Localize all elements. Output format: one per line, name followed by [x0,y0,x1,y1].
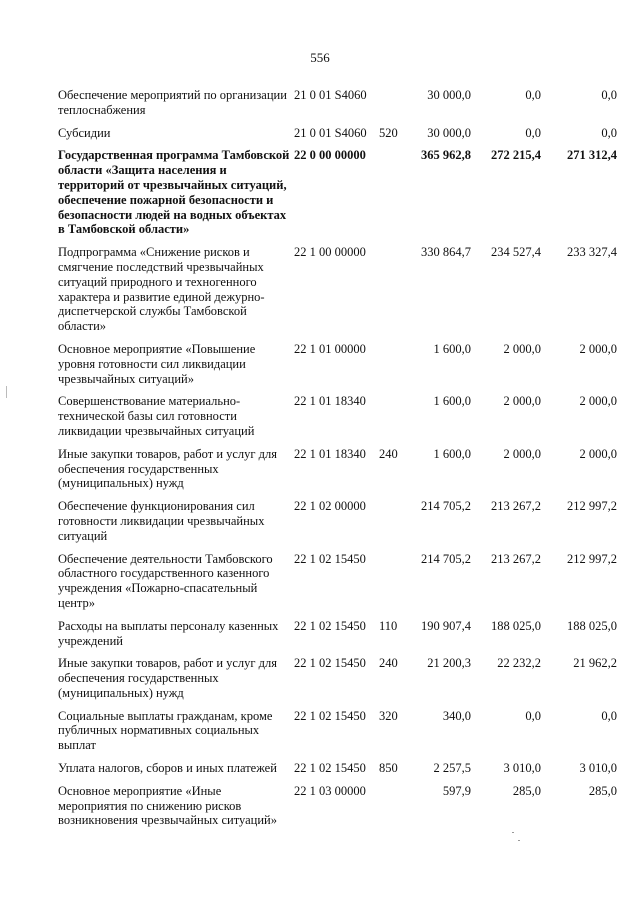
row-value-2: 213 267,2 [491,499,541,514]
table-row [58,761,623,776]
row-value-3: 285,0 [588,783,617,798]
row-code: 22 1 01 00000 [294,341,366,356]
row-code: 22 1 02 15450 [294,761,366,776]
budget-table [58,88,623,836]
row-name: Государственная программа Тамбовской области «Защита населения и территорий от чрезвычайных ситуаций, обеспечение пожарной безопасности и безопасности людей на водных объектах в Тамбовской области» [58,148,290,237]
row-code: 22 1 00 00000 [294,245,366,260]
table-row [58,447,623,491]
table-row [58,784,623,828]
row-value-3: 2 000,0 [579,446,617,461]
row-name: Совершенствование материально-технической базы сил готовности ликвидации чрезвычайных ситуаций [58,394,255,438]
row-code: 22 1 02 15450 [294,656,366,671]
row-value-1: 1 600,0 [433,446,471,461]
row-expense-type: 240 [379,656,398,671]
row-value-2: 22 232,2 [497,656,541,671]
row-value-3: 21 962,2 [573,656,617,671]
row-value-3: 233 327,4 [567,245,617,260]
row-value-3: 2 000,0 [579,341,617,356]
row-code: 22 1 02 15450 [294,618,366,633]
row-value-2: 272 215,4 [491,148,541,163]
row-name: Обеспечение мероприятий по организации теплоснабжения [58,88,287,117]
table-row [58,552,623,611]
row-code: 22 1 02 00000 [294,499,366,514]
row-code: 21 0 01 S4060 [294,125,367,140]
row-value-1: 1 600,0 [433,341,471,356]
row-value-3: 188 025,0 [567,618,617,633]
row-value-2: 188 025,0 [491,618,541,633]
row-value-2: 0,0 [525,88,541,102]
row-value-1: 30 000,0 [427,88,471,102]
row-name: Иные закупки товаров, работ и услуг для обеспечения государственных (муниципальных) нужд [58,446,278,491]
row-code: 22 0 00 00000 [294,148,366,163]
table-row [58,342,623,386]
row-value-3: 0,0 [601,708,617,723]
row-code: 22 1 02 15450 [294,708,366,723]
row-name: Иные закупки товаров, работ и услуг для обеспечения государственных (муниципальных) нужд [58,656,278,700]
row-name: Обеспечение деятельности Тамбовского областного государственного казенного учреждения «Пожарно-спасательный центр» [58,551,273,610]
row-value-1: 190 907,4 [421,618,471,633]
row-name: Основное мероприятие «Иные мероприятия по снижению рисков возникновения чрезвычайных ситуаций» [58,783,277,828]
row-value-2: 0,0 [525,708,541,723]
row-value-3: 0,0 [601,125,617,140]
row-value-3: 0,0 [601,88,617,102]
row-code: 22 1 03 00000 [294,783,366,798]
row-value-1: 30 000,0 [427,125,471,140]
row-value-3: 212 997,2 [567,499,617,514]
scan-mark [6,386,7,398]
row-value-3: 3 010,0 [579,761,617,776]
row-value-1: 340,0 [442,708,471,723]
row-value-3: 2 000,0 [579,394,617,409]
row-expense-type: 320 [379,708,398,723]
row-name: Уплата налогов, сборов и иных платежей [58,761,277,776]
row-value-2: 0,0 [525,125,541,140]
row-value-1: 597,9 [442,783,471,798]
row-name: Обеспечение функционирования сил готовности ликвидации чрезвычайных ситуаций [58,499,265,543]
row-code: 21 0 01 S4060 [294,88,367,102]
table-row [58,126,623,141]
row-value-1: 214 705,2 [421,499,471,514]
row-value-2: 234 527,4 [491,245,541,260]
row-value-2: 285,0 [512,783,541,798]
row-value-2: 3 010,0 [503,761,541,776]
table-row [58,499,623,543]
row-code: 22 1 01 18340 [294,446,366,461]
table-row [58,245,623,334]
row-name: Основное мероприятие «Повышение уровня готовности сил ликвидации чрезвычайных ситуаций» [58,341,256,386]
row-value-1: 365 962,8 [421,148,471,163]
row-value-3: 271 312,4 [567,148,617,163]
row-value-2: 2 000,0 [503,446,541,461]
row-expense-type: 520 [379,125,398,140]
row-expense-type: 240 [379,446,398,461]
row-name: Социальные выплаты гражданам, кроме публичных нормативных социальных выплат [58,708,273,753]
row-expense-type: 850 [379,761,398,776]
row-value-1: 21 200,3 [427,656,471,671]
row-value-2: 213 267,2 [491,551,541,566]
row-name: Подпрограмма «Снижение рисков и смягчение последствий чрезвычайных ситуаций природного и техногенного характера и развитие единой дежурно-диспетчерской службы Тамбовской области» [58,245,265,334]
table-row [58,656,623,700]
row-value-1: 2 257,5 [433,761,471,776]
row-name: Расходы на выплаты персоналу казенных учреждений [58,618,279,648]
row-value-1: 1 600,0 [433,394,471,409]
row-value-2: 2 000,0 [503,341,541,356]
table-row [58,619,623,649]
row-code: 22 1 01 18340 [294,394,366,409]
row-code: 22 1 02 15450 [294,551,366,566]
scan-dot [518,840,520,841]
row-value-1: 214 705,2 [421,551,471,566]
row-value-3: 212 997,2 [567,551,617,566]
row-value-1: 330 864,7 [421,245,471,260]
table-row [58,148,623,237]
row-name: Субсидии [58,125,111,140]
page-number: 556 [310,50,330,65]
table-row [58,709,623,753]
table-row [58,88,623,118]
row-value-2: 2 000,0 [503,394,541,409]
table-row [58,394,623,438]
row-expense-type: 110 [379,618,398,633]
